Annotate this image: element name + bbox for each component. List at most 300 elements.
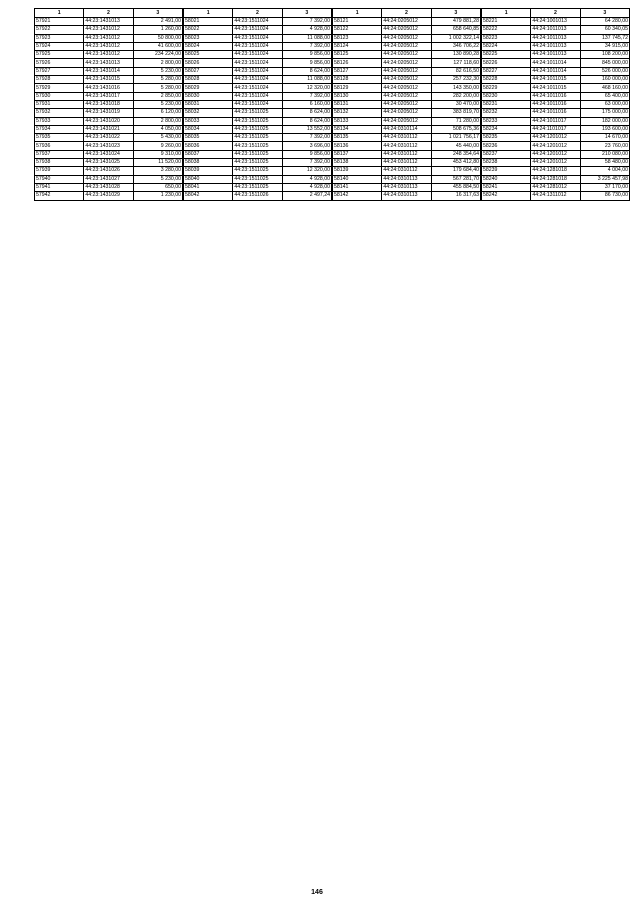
row-number-cell: 57936: [35, 142, 84, 150]
row-number-cell: 57930: [35, 92, 84, 100]
table-row: [184, 92, 332, 100]
row-number-cell: 57926: [35, 59, 84, 67]
value-cell: 2 800,00: [133, 117, 182, 125]
row-number-cell: 58121: [333, 18, 382, 26]
table-row: [35, 92, 183, 100]
cadastral-number-cell: 44:23:1431012: [84, 26, 133, 34]
value-cell: 508 675,36: [431, 125, 480, 133]
table-row: [184, 125, 332, 133]
row-number-cell: 58138: [333, 159, 382, 167]
column-header: 3: [282, 9, 331, 18]
row-number-cell: 58129: [333, 84, 382, 92]
row-number-cell: 57937: [35, 150, 84, 158]
cadastral-number-cell: 44:23:1431013: [84, 59, 133, 67]
cadastral-number-cell: 44:24:0310113: [382, 183, 431, 191]
value-cell: 5 280,00: [133, 84, 182, 92]
table-row: [333, 159, 481, 167]
row-number-cell: 58222: [482, 26, 531, 34]
cadastral-number-cell: 44:24:1001013: [531, 18, 580, 26]
row-number-cell: 58039: [184, 167, 233, 175]
ledger-table: [183, 8, 332, 201]
row-number-cell: 58040: [184, 175, 233, 183]
column-header: 2: [382, 9, 431, 18]
value-cell: 7 392,00: [282, 18, 331, 26]
table-row: [333, 34, 481, 42]
table-row: [35, 125, 183, 133]
row-number-cell: 58230: [482, 92, 531, 100]
value-cell: 11 088,00: [282, 76, 331, 84]
table-row: [333, 109, 481, 117]
table-row: [482, 18, 630, 26]
cadastral-number-cell: 44:23:1511024: [233, 18, 282, 26]
value-cell: 7 392,00: [282, 134, 331, 142]
table-row: [333, 67, 481, 75]
value-cell: 479 881,28: [431, 18, 480, 26]
column-header: 3: [580, 9, 629, 18]
value-cell: 210 080,00: [580, 150, 629, 158]
row-number-cell: 58032: [184, 109, 233, 117]
table-row: [333, 192, 481, 200]
cadastral-number-cell: 44:24:1011013: [531, 42, 580, 50]
table-row: [482, 84, 630, 92]
value-cell: 455 884,50: [431, 183, 480, 191]
cadastral-number-cell: 44:23:1511024: [233, 42, 282, 50]
cadastral-number-cell: 44:23:1431015: [84, 76, 133, 84]
cadastral-number-cell: 44:23:1511026: [233, 192, 282, 200]
table-row: [333, 51, 481, 59]
row-number-cell: 57921: [35, 18, 84, 26]
table-row: [184, 159, 332, 167]
table-row: [333, 42, 481, 50]
row-number-cell: 58227: [482, 67, 531, 75]
column-header: 3: [431, 9, 480, 18]
cadastral-number-cell: 44:24:0205012: [382, 67, 431, 75]
cadastral-number-cell: 44:23:1431012: [84, 34, 133, 42]
table-row: [184, 42, 332, 50]
row-number-cell: 58142: [333, 192, 382, 200]
cadastral-number-cell: 44:23:1511024: [233, 84, 282, 92]
table-row: [184, 18, 332, 26]
row-number-cell: 58224: [482, 42, 531, 50]
row-number-cell: 58027: [184, 67, 233, 75]
row-number-cell: 58139: [333, 167, 382, 175]
row-number-cell: 58135: [333, 134, 382, 142]
cadastral-number-cell: 44:23:1431014: [84, 67, 133, 75]
value-cell: 14 670,00: [580, 134, 629, 142]
value-cell: 2 800,00: [133, 59, 182, 67]
cadastral-number-cell: 44:24:1201012: [531, 159, 580, 167]
cadastral-number-cell: 44:23:1511024: [233, 34, 282, 42]
table-row: [482, 175, 630, 183]
value-cell: 234 224,00: [133, 51, 182, 59]
row-number-cell: 57942: [35, 192, 84, 200]
ledger-block: [332, 8, 481, 201]
value-cell: 3 280,00: [133, 167, 182, 175]
header-row: [184, 9, 332, 18]
table-row: [333, 134, 481, 142]
row-number-cell: 57934: [35, 125, 84, 133]
value-cell: 526 000,00: [580, 67, 629, 75]
row-number-cell: 58127: [333, 67, 382, 75]
column-header: 1: [333, 9, 382, 18]
value-cell: 108 200,00: [580, 51, 629, 59]
value-cell: 3 696,00: [282, 142, 331, 150]
row-number-cell: 58021: [184, 18, 233, 26]
column-header: 2: [84, 9, 133, 18]
table-row: [35, 117, 183, 125]
value-cell: 3 225 457,98: [580, 175, 629, 183]
cadastral-number-cell: 44:23:1511025: [233, 117, 282, 125]
row-number-cell: 58126: [333, 59, 382, 67]
cadastral-number-cell: 44:24:0205012: [382, 76, 431, 84]
cadastral-number-cell: 44:24:1281018: [531, 175, 580, 183]
row-number-cell: 58029: [184, 84, 233, 92]
value-cell: 58 480,00: [580, 159, 629, 167]
row-number-cell: 58035: [184, 134, 233, 142]
cadastral-number-cell: 44:24:0310112: [382, 134, 431, 142]
value-cell: 12 320,00: [282, 167, 331, 175]
table-row: [482, 134, 630, 142]
cadastral-number-cell: 44:24:1011017: [531, 117, 580, 125]
table-row: [35, 183, 183, 191]
row-number-cell: 58036: [184, 142, 233, 150]
table-row: [184, 142, 332, 150]
value-cell: 50 800,00: [133, 34, 182, 42]
table-row: [482, 42, 630, 50]
table-row: [184, 175, 332, 183]
cadastral-number-cell: 44:23:1431019: [84, 109, 133, 117]
cadastral-number-cell: 44:24:1011016: [531, 100, 580, 108]
value-cell: 1 230,00: [133, 192, 182, 200]
table-row: [184, 134, 332, 142]
row-number-cell: 58124: [333, 42, 382, 50]
cadastral-number-cell: 44:23:1511024: [233, 59, 282, 67]
table-row: [482, 125, 630, 133]
cadastral-number-cell: 44:23:1431023: [84, 142, 133, 150]
cadastral-number-cell: 44:23:1511024: [233, 76, 282, 84]
row-number-cell: 57932: [35, 109, 84, 117]
value-cell: 2 497,24: [282, 192, 331, 200]
row-number-cell: 58133: [333, 117, 382, 125]
cadastral-number-cell: 44:23:1511024: [233, 51, 282, 59]
table-row: [35, 109, 183, 117]
value-cell: 160 000,00: [580, 76, 629, 84]
cadastral-number-cell: 44:24:0310114: [382, 125, 431, 133]
cadastral-number-cell: 44:24:0205012: [382, 100, 431, 108]
cadastral-number-cell: 44:24:1011016: [531, 92, 580, 100]
cadastral-number-cell: 44:23:1511024: [233, 67, 282, 75]
row-number-cell: 57922: [35, 26, 84, 34]
value-cell: 11 520,00: [133, 159, 182, 167]
table-row: [35, 84, 183, 92]
cadastral-number-cell: 44:23:1511024: [233, 100, 282, 108]
row-number-cell: 58024: [184, 42, 233, 50]
value-cell: 257 232,30: [431, 76, 480, 84]
row-number-cell: 58023: [184, 34, 233, 42]
row-number-cell: 57924: [35, 42, 84, 50]
row-number-cell: 57931: [35, 100, 84, 108]
table-row: [482, 117, 630, 125]
table-row: [35, 150, 183, 158]
value-cell: 845 000,00: [580, 59, 629, 67]
table-row: [482, 92, 630, 100]
cadastral-number-cell: 44:24:0205012: [382, 51, 431, 59]
value-cell: 650,00: [133, 183, 182, 191]
cadastral-number-cell: 44:23:1431016: [84, 84, 133, 92]
header-row: [482, 9, 630, 18]
value-cell: 7 392,00: [282, 92, 331, 100]
table-row: [333, 76, 481, 84]
row-number-cell: 58033: [184, 117, 233, 125]
row-number-cell: 58221: [482, 18, 531, 26]
value-cell: 7 392,00: [282, 159, 331, 167]
table-row: [35, 42, 183, 50]
table-row: [184, 192, 332, 200]
cadastral-number-cell: 44:24:0310113: [382, 175, 431, 183]
value-cell: 8 624,00: [282, 67, 331, 75]
value-cell: 5 230,00: [133, 67, 182, 75]
row-number-cell: 58234: [482, 125, 531, 133]
table-row: [482, 59, 630, 67]
row-number-cell: 58026: [184, 59, 233, 67]
table-row: [184, 51, 332, 59]
value-cell: 9 260,00: [133, 142, 182, 150]
row-number-cell: 58232: [482, 109, 531, 117]
cadastral-number-cell: 44:23:1431028: [84, 183, 133, 191]
cadastral-number-cell: 44:23:1511025: [233, 125, 282, 133]
value-cell: 143 350,00: [431, 84, 480, 92]
cadastral-number-cell: 44:24:1201012: [531, 134, 580, 142]
value-cell: 1 021 756,17: [431, 134, 480, 142]
table-row: [35, 167, 183, 175]
row-number-cell: 58132: [333, 109, 382, 117]
table-row: [482, 150, 630, 158]
cadastral-number-cell: 44:24:0310112: [382, 150, 431, 158]
cadastral-number-cell: 44:24:1281012: [531, 183, 580, 191]
value-cell: 4 928,00: [282, 175, 331, 183]
cadastral-number-cell: 44:23:1431025: [84, 159, 133, 167]
value-cell: 41 600,00: [133, 42, 182, 50]
table-row: [333, 26, 481, 34]
table-row: [482, 142, 630, 150]
table-row: [35, 175, 183, 183]
row-number-cell: 58037: [184, 150, 233, 158]
table-row: [333, 100, 481, 108]
table-row: [184, 76, 332, 84]
row-number-cell: 58239: [482, 167, 531, 175]
value-cell: 383 819,70: [431, 109, 480, 117]
table-row: [333, 167, 481, 175]
table-row: [482, 167, 630, 175]
value-cell: 248 354,64: [431, 150, 480, 158]
table-row: [35, 134, 183, 142]
cadastral-number-cell: 44:23:1431017: [84, 92, 133, 100]
cadastral-number-cell: 44:23:1511025: [233, 175, 282, 183]
value-cell: 86 730,00: [580, 192, 629, 200]
cadastral-number-cell: 44:24:1011013: [531, 26, 580, 34]
cadastral-number-cell: 44:24:1011013: [531, 51, 580, 59]
value-cell: 4 004,00: [580, 167, 629, 175]
column-header: 2: [531, 9, 580, 18]
cadastral-number-cell: 44:24:0205012: [382, 42, 431, 50]
row-number-cell: 58223: [482, 34, 531, 42]
table-row: [482, 159, 630, 167]
cadastral-number-cell: 44:23:1431012: [84, 51, 133, 59]
value-cell: 137 745,72: [580, 34, 629, 42]
table-row: [482, 183, 630, 191]
cadastral-number-cell: 44:23:1431012: [84, 42, 133, 50]
cadastral-number-cell: 44:24:0205012: [382, 18, 431, 26]
table-row: [482, 192, 630, 200]
ledger-sheet: [34, 8, 630, 201]
row-number-cell: 58038: [184, 159, 233, 167]
value-cell: 82 616,50: [431, 67, 480, 75]
cadastral-number-cell: 44:24:0205012: [382, 117, 431, 125]
value-cell: 60 340,05: [580, 26, 629, 34]
table-row: [184, 84, 332, 92]
table-row: [333, 92, 481, 100]
row-number-cell: 57927: [35, 67, 84, 75]
table-row: [333, 183, 481, 191]
value-cell: 193 600,00: [580, 125, 629, 133]
value-cell: 658 640,85: [431, 26, 480, 34]
value-cell: 179 684,40: [431, 167, 480, 175]
cadastral-number-cell: 44:23:1511025: [233, 183, 282, 191]
cadastral-number-cell: 44:24:1011016: [531, 109, 580, 117]
row-number-cell: 57929: [35, 84, 84, 92]
cadastral-number-cell: 44:24:1011015: [531, 76, 580, 84]
value-cell: 13 552,00: [282, 125, 331, 133]
cadastral-number-cell: 44:23:1431013: [84, 18, 133, 26]
value-cell: 567 281,70: [431, 175, 480, 183]
value-cell: 9 856,00: [282, 150, 331, 158]
value-cell: 346 706,22: [431, 42, 480, 50]
table-row: [184, 183, 332, 191]
ledger-block: [183, 8, 332, 201]
row-number-cell: 57939: [35, 167, 84, 175]
cadastral-number-cell: 44:24:0310112: [382, 142, 431, 150]
row-number-cell: 58226: [482, 59, 531, 67]
value-cell: 4 928,00: [282, 183, 331, 191]
row-number-cell: 58028: [184, 76, 233, 84]
table-row: [333, 125, 481, 133]
value-cell: 8 624,00: [282, 117, 331, 125]
value-cell: 1 002 322,14: [431, 34, 480, 42]
table-row: [482, 67, 630, 75]
row-number-cell: 58128: [333, 76, 382, 84]
row-number-cell: 58233: [482, 117, 531, 125]
value-cell: 11 088,00: [282, 34, 331, 42]
cadastral-number-cell: 44:23:1511025: [233, 142, 282, 150]
value-cell: 65 400,00: [580, 92, 629, 100]
ledger-table: [481, 8, 630, 201]
value-cell: 23 760,00: [580, 142, 629, 150]
row-number-cell: 58235: [482, 134, 531, 142]
row-number-cell: 58025: [184, 51, 233, 59]
ledger-table: [34, 8, 183, 201]
value-cell: 45 440,00: [431, 142, 480, 150]
row-number-cell: 58240: [482, 175, 531, 183]
table-row: [35, 159, 183, 167]
cadastral-number-cell: 44:23:1431021: [84, 125, 133, 133]
cadastral-number-cell: 44:24:1281018: [531, 167, 580, 175]
cadastral-number-cell: 44:23:1431020: [84, 117, 133, 125]
value-cell: 12 320,00: [282, 84, 331, 92]
cadastral-number-cell: 44:24:0205012: [382, 26, 431, 34]
cadastral-number-cell: 44:24:0205012: [382, 92, 431, 100]
row-number-cell: 58131: [333, 100, 382, 108]
value-cell: 37 170,00: [580, 183, 629, 191]
cadastral-number-cell: 44:24:1311012: [531, 192, 580, 200]
cadastral-number-cell: 44:23:1431024: [84, 150, 133, 158]
table-row: [184, 109, 332, 117]
cadastral-number-cell: 44:24:1011014: [531, 67, 580, 75]
table-row: [184, 59, 332, 67]
value-cell: 16 317,63: [431, 192, 480, 200]
row-number-cell: 58238: [482, 159, 531, 167]
table-row: [184, 150, 332, 158]
table-row: [333, 117, 481, 125]
row-number-cell: 58141: [333, 183, 382, 191]
cadastral-number-cell: 44:23:1511025: [233, 109, 282, 117]
table-row: [482, 76, 630, 84]
row-number-cell: 57925: [35, 51, 84, 59]
row-number-cell: 58242: [482, 192, 531, 200]
table-row: [482, 26, 630, 34]
cadastral-number-cell: 44:24:1201012: [531, 150, 580, 158]
value-cell: 7 392,00: [282, 42, 331, 50]
cadastral-number-cell: 44:24:0310112: [382, 159, 431, 167]
value-cell: 4 928,00: [282, 26, 331, 34]
table-row: [482, 109, 630, 117]
table-row: [184, 26, 332, 34]
cadastral-number-cell: 44:24:1011013: [531, 34, 580, 42]
table-row: [184, 167, 332, 175]
table-row: [333, 175, 481, 183]
row-number-cell: 58130: [333, 92, 382, 100]
table-row: [35, 192, 183, 200]
row-number-cell: 58125: [333, 51, 382, 59]
value-cell: 6 120,00: [133, 109, 182, 117]
value-cell: 127 118,60: [431, 59, 480, 67]
row-number-cell: 58034: [184, 125, 233, 133]
row-number-cell: 57940: [35, 175, 84, 183]
cadastral-number-cell: 44:24:1011015: [531, 84, 580, 92]
row-number-cell: 58241: [482, 183, 531, 191]
value-cell: 5 230,00: [133, 175, 182, 183]
value-cell: 9 856,00: [282, 59, 331, 67]
row-number-cell: 58231: [482, 100, 531, 108]
value-cell: 71 280,00: [431, 117, 480, 125]
header-row: [35, 9, 183, 18]
table-row: [333, 59, 481, 67]
table-row: [184, 34, 332, 42]
table-row: [333, 142, 481, 150]
table-row: [35, 67, 183, 75]
header-row: [333, 9, 481, 18]
value-cell: 5 230,00: [133, 100, 182, 108]
row-number-cell: 58042: [184, 192, 233, 200]
table-row: [482, 34, 630, 42]
value-cell: 63 000,00: [580, 100, 629, 108]
value-cell: 5 430,00: [133, 134, 182, 142]
ledger-block: [481, 8, 630, 201]
value-cell: 4 050,00: [133, 125, 182, 133]
table-row: [35, 51, 183, 59]
value-cell: 182 000,00: [580, 117, 629, 125]
cadastral-number-cell: 44:23:1511024: [233, 92, 282, 100]
table-row: [333, 18, 481, 26]
